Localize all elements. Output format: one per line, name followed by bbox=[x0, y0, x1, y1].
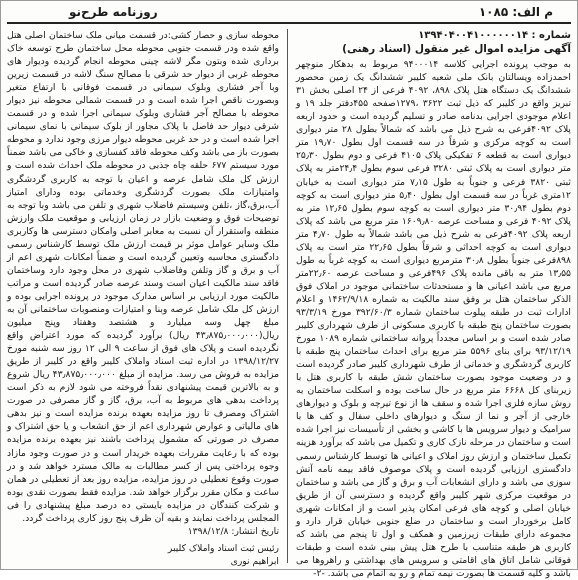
signature-title: رئیس ثبت اسناد واملاک کلیبر bbox=[167, 542, 279, 554]
signature-name: ابراهیم نوری bbox=[230, 555, 279, 567]
case-number: شماره : ۱۳۹۴۰۴۰۰۴۱۰۰۰۰۰۰۱۴ bbox=[418, 30, 571, 41]
signature-block bbox=[7, 542, 279, 568]
ad-header bbox=[7, 4, 571, 24]
left-column-body: محوطه سازی و حصار کشی:در قسمت میانی ملک ساختمان اصلی هتل واقع شده ودر قسمت جنوبی محوطه محل ساختمان طرح توسعه خاک برداری شده وبتون مگر لاشه چینی محوطه انجام گردیده ودیوار های محوطه غربی از دیوار حد شرقی با مصالح سنگ لاشه در قسمت زیرین وبا آجر فشاری وبلوک سیمانی در قسمت فوقانی با ارتفاع متغیر وبصورت ناقص اجرا شده است و در قسمت شمالی محوطه نیز دیوار محوطه با مصالح آجر فشاری وبلوک سیمانی اجرا شده و در قسمت شرقی دیوار حد فاصل با پلاک مجاور از بلوک سیمانی با نمای سیمانی اجرا شده است و در حد غربی محوطه دیوار مرزی وجود ندارد و محوطه بصورت باز می باشد وکف محوطه فاقد کفسازی و خاکی می باشد ضمناً مورد سیستم ۶۷۷ حلقه چاه جذبی در محوطه ملک احداث شده است و ارزش کل ملک شامل عرصه و اعیان با توجه به کاربری گردشگری وامتیازات ملک بصورت گردشگری وخدماتی بوده ودارای امتیاز آب،برق،گاز ،تلفن وسیستم فاضلاب شهری و تلفن می باشد وبا توجه به توضیحات فوق و وضعیت بازار در زمان ارزیابی و موقعیت ملک وارزش منطقه واستقرار آن نسبت به معابر اصلی وامکان دسترسی ها وکاربری ملک وسایر عوامل موثر بر قیمت ارزش ملک توسط کارشناس رسمی دادگستری محاسبه وتعیین گردیده است و ضمناً امکانات شهری اعم از آب و برق و گاز وتلفن وفاضلاب شهری در محل وجود دارد وساختمان فاقد سند مالکیت اعیان است وسند عرصه صادر گردیده است و مراتب مالکیت مورد ارزیابی بر اساس مدارک موجود در پرونده اجرایی بوده و ارزش کل ملک شامل عرصه وبنا و امتیازات ومنصوبات ساختمانی آن به مبلغ چهل وسه میلیارد و هشتصد وهفتاد وپنج میلیون ریال(۴۳٫۸۷۵٫۰۰۰٫۰۰۰ ریال) برآورد گردیده که مورد اعتراض واقع نگردیده است و پلاک های فوق از ساعت ۹ الی ۱۲ روز سه شنبه مورخ ۱۳۹۸/۱۲/۲۷ در اداره ثبت اسناد واملاک کلیبر واقع در کلیبر از طریق مزایده به فروش می رسد. مزایده از مبلغ ۴۳٫۸۷۵٫۰۰۰٫۰۰۰ ریال شروع و به بالاترین قیمت پیشنهادی نقداً فروخته می شود لازم به ذکر است پرداخت بدهی های مربوط به آب، برق، گاز و گاز مصرفی در صورت اشتراک ومصرف تا روز مزایده بعهده برنده مزایده است و نیز بدهی های مالیاتی و عوارض شهرداری اعم از حق انشعاب و یا حق اشتراک و مصرف در صورتی که مشمول پرداخت باشند نیز بعهده برنده مزایده بوده که با رعایت مقررات بعهده خریدار است و در صورت وجود مازاد وجوه پرداختی پس از کسر مطالبات به مالک مسترد خواهد شد و در صورت وقوع تعطیلی در روز مزایده، مزایده روز بعد از تعطیلی در همان ساعت و مکان مقرر برگزار خواهد شد. مزایده فقط بصورت نقدی بوده و شرکت کنندگان در مزایده بایستی ده درصد مبلغ پیشنهادی را فی المجلس پرداخت نمایند و بقیه آن ظرف پنج روز کاری پرداخت گردد. bbox=[7, 30, 280, 524]
right-column bbox=[287, 29, 572, 579]
right-column-body: به موجب پرونده اجرایی کلاسه ۹۴۰۰۰۱۴ مربوط به بدهکار منوچهر احمدزاده ویسالتان بانک ملی شعبه کلیبر ششدانگ یک زمین محصور ششدانگ یک دستگاه هتل پلاک ۸۹۸، ۴۰۹۲ فرعی از ۲۴ اصلی بخش ۳۱ تبریز واقع در کلیبر که ذیل ثبت ۳۶۲۲ ،۱۲۷۹صفحه ۴۵۵دفتر جلد ۱۹ و اعلام موجودی اجرایی بدنامه صادر و تسلیم گردیده است و حدود اربعه پلاک ۴۰۹۲فرعی به شرح ذیل می باشد که شمالاً بطول ۲۸ متر دیواری است به کوچه مرکزی و شرقاً در سه قسمت اول بطول ۱۹٫۷۰ متر دیواری است به قطعه ۶ تفکیکی پلاک ۴۱۰۵ فرعی و دوم بطول ۲۵٫۳۰ متر دیواری است به پلاک ثبتی ۳۲۸۰ فرعی سوم بطول ۲۴٫۴متر به پلاک ثبتی ۳۸۲۰ فرعی و جنوباً به طول ۷٫۱۵ متر دیواری است به خیابان ۱۲متری غرباً در سه قسمت اول بطول ۵٫۴۰ متر دیواری است به کوچه دوم بطول ۳۰٫۹۴ متر دیواری است به کوچه سوم بطول ۱۲٫۶۵ متر به پلاک ۴۰۹۲ فرعی و مساحت عرصه ۱۶۰۹٫۸۰ متر مربع می باشد که پلاک اربعه پلاک ۴۰۹۲فرعی به شرح ذیل می باشد شمالاً به طول ۴٫۷۰ متر دیواری است به کوچه احداثی و شرقاً بطول ۲۲٫۶۵ متر است به پلاک ۸۹۸فرعی جنوباً بطول ۳۰٫۸ مترمربع دیواری است به کوچه غرباً به طول ۱۳٫۵۵ متر به باقی مانده پلاک ۴۹۶فرعی و مساحت عرصه ۲۲٫۶۰متر مربع می باشد اعیانی ها و مستحدثات ساختمانی موجود در املاک فوق الذکر ساختمان هتل بر وفق سند مالکیت به شماره ۱۴۶۲/۹/۱۸ و اعلام ادارات ثبت در طبقه پیلوت ساختمان شماره ۳۹۲/۶۰/۳ مورخ ۹۳/۳/۱۹ بصورت ساختمان پنج طبقه با کاربری مسکونی از طرف شهرداری کلیبر صادر شده است و بر اساس مجدداً پروانه ساختمانی شماره ۱۰۸۹ مورخ ۹۳/۱۲/۱۹ برای بنای ۵۵۹۶ متر مربع برای احداث ساختمان پنج طبقه با کاربری گردشگری و خدماتی از طرف شهرداری کلیبر صادر گردیده است و در وضعیت موجود بصورت ساختمان شش طبقه با کاربری هتل با زیربنای کل ۶۶۶۸ متر مربع در حال ساخت بوده و اسکلت ساختمان به روش سازه فلزی اجرا شده و سقف ها از نوع تیرچه و بلوک و دیوارهای خارجی از آجر و نما از سنگ و دیوارهای داخلی سفال و کف ها با سرامیک و دیوار سرویس ها با کاشی و بخشی از تأسیسات نیز اجرا شده است و ساختمان در مرحله نازک کاری و تکمیل می باشد که برآورد هزینه تکمیل ساختمان و ارزش روز املاک و اعیانی ها توسط کارشناس رسمی دادگستری ارزیابی گردیده است و پلاک موصوف فاقد بیمه نامه آتش سوزی می باشد و دارای انشعابات آب و برق و گاز می باشد و ساختمان در موقعیت مرکزی شهر کلیبر واقع گردیده و دسترسی آن از طریق خیابان اصلی و کوچه های فرعی امکان پذیر است و از امکانات شهری کامل برخوردار است و ساختمان در ضلع جنوبی خیابان قرار دارد و مجموعه دارای طبقات زیرزمین و همکف و اول تا پنجم می باشد که کاربری هر طبقه متناسب با طرح هتل پیش بینی شده است و طبقات فوقانی شامل اتاق های اقامتی و سرویس های بهداشتی و راهروها می باشد و کلیه قسمت ها بصورت نیمه تمام و رو به اتمام می باشد. -۲- bbox=[296, 59, 572, 579]
left-column bbox=[7, 29, 283, 567]
publish-date: تاریخ انتشار: ۱۳۹۸/۱۲/۸ bbox=[187, 525, 279, 537]
newspaper-name: روزنامه طرح‌نو bbox=[69, 5, 158, 19]
ad-title: آگهی مزایده اموال غیر منقول (اسناد رهنی) bbox=[342, 43, 571, 56]
ad-number: م الف: ۱۰۸۵ bbox=[478, 5, 553, 19]
